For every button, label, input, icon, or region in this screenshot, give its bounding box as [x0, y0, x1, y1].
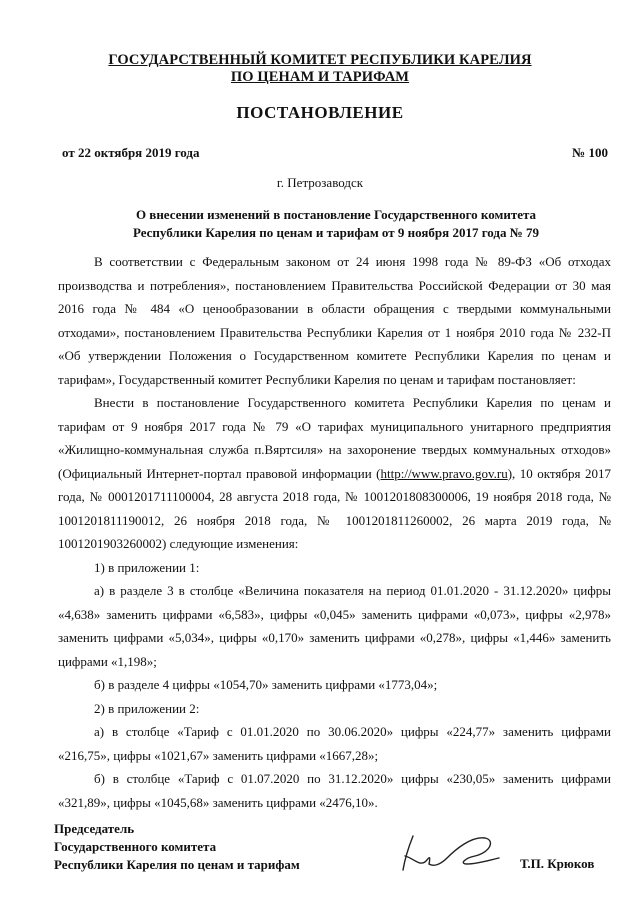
paragraph-appendix-1: 1) в приложении 1: — [94, 559, 200, 575]
subject-line-2: Республики Карелия по ценам и тарифам от 9 ноября 2017 года № 79 — [132, 225, 540, 240]
document-body — [58, 250, 611, 814]
subject-line-1: О внесении изменений в постановление Государственного комитета — [135, 207, 537, 222]
paragraph-preamble: В соответствии с Федеральным законом от 24 июня 1998 года № 89-ФЗ «Об отходах производства и потребления», постановлением Правительства Российской Федерации от 30 мая 2016 года № 484 «О ценообразовании в области обращения с твердыми коммунальными отходами», постановлением Правительства Республики Карелия от 1 ноября 2010 года № 232-П «Об утверждении Положения о Государственном комитете Республики Карелия по ценам и тарифам», Государственный комитет Республики Карелия по ценам и тарифам постановляет: — [58, 254, 611, 387]
signature-title-1: Председатель — [54, 821, 135, 836]
paragraph-appendix-2: 2) в приложении 2: — [94, 700, 200, 716]
paragraph-appendix-1-b: б) в разделе 4 цифры «1054,70» заменить цифрами «1773,04»; — [94, 677, 438, 692]
document-city: г. Петрозаводск — [276, 175, 364, 190]
paragraph-appendix-2-b: б) в столбце «Тариф с 01.07.2020 по 31.12.2020» цифры «230,05» заменить цифрами «321,89», цифры «1045,68» заменить цифрами «2476,10». — [58, 771, 611, 810]
signatory-name: Т.П. Крюков — [520, 856, 595, 871]
document-number: № 100 — [572, 145, 608, 160]
paragraph-amendment-text-b: ), 10 октября 2017 года, № 0001201711100004, 28 августа 2018 года, № 1001201808300006, 19 ноября 2018 года, № 1001201811190012, 26 ноября 2018 года, № 1001201811260002, 26 марта 2019 года, № 1001201903260002) следующие изменения: — [58, 465, 611, 551]
paragraph-amendment — [58, 391, 611, 556]
document-title: ПОСТАНОВЛЕНИЕ — [236, 103, 404, 122]
document-date: от 22 октября 2019 года — [62, 145, 200, 160]
header-line-2: ПО ЦЕНАМ И ТАРИФАМ — [230, 69, 410, 85]
header-line-1: ГОСУДАРСТВЕННЫЙ КОМИТЕТ РЕСПУБЛИКИ КАРЕЛИЯ — [108, 52, 532, 68]
paragraph-appendix-1-a: а) в разделе 3 в столбце «Величина показателя на период 01.01.2020 - 31.12.2020» цифры «4,638» заменить цифрами «6,583», цифры «0,045» заменить цифрами «0,073», цифры «2,978» заменить цифрами «5,034», цифры «0,170» заменить цифрами «0,278», цифры «1,446» заменить цифрами «1,198»; — [58, 583, 611, 669]
signature-title-3: Республики Карелия по ценам и тарифам — [54, 857, 300, 872]
paragraph-appendix-2-a: а) в столбце «Тариф с 01.01.2020 по 30.06.2020» цифры «224,77» заменить цифрами «216,75», цифры «1021,67» заменить цифрами «1667,28»; — [58, 724, 611, 763]
handwritten-signature — [395, 828, 505, 878]
signature-block — [54, 820, 300, 874]
signature-title-2: Государственного комитета — [54, 839, 217, 854]
pravo-link[interactable]: http://www.pravo.gov.ru — [380, 465, 508, 481]
paragraph-amendment-text-a: Внести в постановление Государственного комитета Республики Карелия по ценам и тарифам от 9 ноября 2017 года № 79 «О тарифах муниципального унитарного предприятия «Жилищно-коммунальная служба п.Вяртсиля» на захоронение твердых коммунальных отходов» (Официальный Интернет-портал правовой информации ( — [58, 395, 611, 481]
